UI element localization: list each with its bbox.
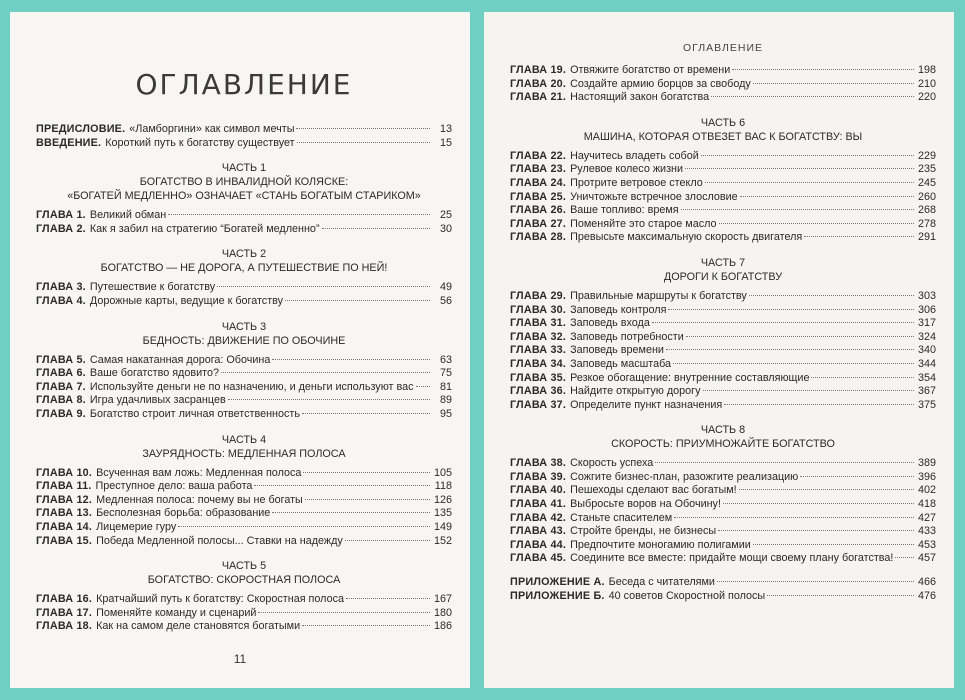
dot-leader bbox=[258, 612, 430, 613]
dot-leader bbox=[800, 476, 914, 477]
entry-page-number: 418 bbox=[917, 498, 936, 511]
dot-leader bbox=[895, 557, 914, 558]
entry-title: Преступное дело: ваша работа bbox=[95, 480, 253, 493]
entry-label: ГЛАВА 30. bbox=[510, 303, 567, 316]
dot-leader bbox=[719, 223, 914, 224]
entry-label: ГЛАВА 26. bbox=[510, 204, 567, 217]
entry-label: ГЛАВА 31. bbox=[510, 317, 567, 330]
entry-title: Выбросьте воров на Обочину! bbox=[570, 498, 721, 511]
entry-label: ГЛАВА 38. bbox=[510, 457, 567, 470]
entry-label: ГЛАВА 42. bbox=[510, 511, 567, 524]
part-number: ЧАСТЬ 1 bbox=[221, 162, 267, 175]
entry-label: ГЛАВА 25. bbox=[510, 190, 567, 203]
entry-title: Соедините все вместе: придайте мощи своему плану богатства! bbox=[570, 552, 894, 565]
entry-label: ГЛАВА 2. bbox=[36, 222, 86, 235]
dot-leader bbox=[703, 390, 915, 391]
entry-title: Уничтожьте встречное злословие bbox=[570, 190, 738, 203]
entry-title: Научитесь владеть собой bbox=[570, 149, 699, 162]
part-title: ДОРОГИ К БОГАТСТВУ bbox=[663, 270, 783, 283]
dot-leader bbox=[296, 128, 430, 129]
entry-title: Используйте деньги не по назначению, и деньги используют вас bbox=[89, 380, 414, 393]
entry-page-number: 49 bbox=[439, 281, 452, 294]
toc-entry bbox=[510, 290, 936, 304]
part-heading bbox=[36, 559, 452, 587]
entry-page-number: 389 bbox=[917, 457, 936, 470]
part-number: ЧАСТЬ 7 bbox=[700, 256, 746, 269]
running-header: ОГЛАВЛЕНИЕ bbox=[682, 42, 764, 54]
dot-leader bbox=[686, 336, 914, 337]
toc-entry bbox=[510, 539, 936, 553]
entry-page-number: 75 bbox=[439, 367, 452, 380]
entry-title: Создайте армию борцов за свободу bbox=[570, 77, 751, 90]
toc-entry bbox=[36, 137, 452, 151]
dot-leader bbox=[685, 168, 914, 169]
entry-label: ГЛАВА 11. bbox=[36, 480, 92, 493]
dot-leader bbox=[178, 526, 430, 527]
entry-title: Медленная полоса: почему вы не богаты bbox=[96, 493, 303, 506]
toc-entry bbox=[510, 150, 936, 164]
entry-title: Превысьте максимальную скорость двигателя bbox=[570, 231, 803, 244]
dot-leader bbox=[723, 503, 914, 504]
toc-entry bbox=[36, 281, 452, 295]
toc-entry bbox=[510, 512, 936, 526]
entry-page-number: 63 bbox=[439, 353, 452, 366]
part-title: БОГАТСТВО: СКОРОСТНАЯ ПОЛОСА bbox=[147, 574, 341, 587]
entry-title: Самая накатанная дорога: Обочина bbox=[89, 353, 271, 366]
part-4 bbox=[36, 433, 452, 549]
appendices-list bbox=[510, 576, 936, 603]
toc-entry bbox=[36, 394, 452, 408]
entry-page-number: 13 bbox=[439, 123, 452, 135]
entry-label: ГЛАВА 15. bbox=[36, 534, 93, 547]
entry-label: ГЛАВА 27. bbox=[510, 217, 567, 230]
entry-title: Бесполезная борьба: образование bbox=[96, 507, 271, 520]
dot-leader bbox=[718, 530, 914, 531]
dot-leader bbox=[717, 581, 914, 582]
entry-label: ГЛАВА 34. bbox=[510, 357, 567, 370]
dot-leader bbox=[753, 544, 914, 545]
toc-entry bbox=[36, 295, 452, 309]
entry-title: Поменяйте это старое масло bbox=[570, 217, 717, 230]
dot-leader bbox=[302, 625, 430, 626]
entry-title: Как на самом деле становятся богатыми bbox=[96, 620, 301, 633]
entry-page-number: 149 bbox=[433, 520, 452, 533]
entry-label: ГЛАВА 4. bbox=[36, 294, 86, 307]
toc-entry bbox=[36, 507, 452, 521]
entry-page-number: 340 bbox=[917, 344, 936, 357]
entry-title: Настоящий закон богатства bbox=[570, 91, 710, 104]
toc-entry bbox=[36, 209, 452, 223]
entry-page-number: 260 bbox=[917, 190, 936, 203]
dot-leader bbox=[168, 214, 430, 215]
entry-page-number: 245 bbox=[917, 176, 936, 189]
dot-leader bbox=[753, 83, 914, 84]
entry-page-number: 324 bbox=[917, 330, 936, 343]
toc-entry bbox=[510, 498, 936, 512]
entry-label: ПРИЛОЖЕНИЕ Б. bbox=[510, 589, 605, 602]
dot-leader bbox=[811, 377, 914, 378]
entry-label: ГЛАВА 24. bbox=[510, 176, 567, 189]
toc-entry bbox=[36, 223, 452, 237]
entry-page-number: 210 bbox=[917, 77, 936, 90]
entry-title: Ваше топливо: время bbox=[570, 204, 679, 217]
toc-entry bbox=[36, 467, 452, 481]
entry-title: Рулевое колесо жизни bbox=[570, 163, 684, 176]
dot-leader bbox=[767, 595, 914, 596]
part-2 bbox=[36, 247, 452, 308]
part-6 bbox=[510, 116, 936, 245]
toc-entry bbox=[36, 381, 452, 395]
dot-leader bbox=[674, 517, 914, 518]
toc-entry bbox=[510, 590, 936, 604]
entry-page-number: 453 bbox=[917, 538, 936, 551]
dot-leader bbox=[749, 295, 914, 296]
entry-label: ГЛАВА 35. bbox=[510, 371, 567, 384]
entry-page-number: 25 bbox=[439, 209, 452, 222]
dot-leader bbox=[305, 499, 430, 500]
entry-label: ГЛАВА 32. bbox=[510, 330, 567, 343]
dot-leader bbox=[272, 359, 430, 360]
entry-label: ГЛАВА 41. bbox=[510, 498, 567, 511]
part-title: ЗАУРЯДНОСТЬ: МЕДЛЕННАЯ ПОЛОСА bbox=[142, 447, 346, 460]
entry-label: ВВЕДЕНИЕ. bbox=[36, 136, 102, 149]
part-1 bbox=[36, 161, 452, 236]
entry-page-number: 235 bbox=[917, 163, 936, 176]
toc-entry bbox=[510, 91, 936, 105]
toc-entry bbox=[36, 480, 452, 494]
entry-title: Заповедь потребности bbox=[570, 330, 684, 343]
dot-leader bbox=[416, 386, 430, 387]
toc-entry bbox=[36, 123, 452, 137]
entry-label: ГЛАВА 39. bbox=[510, 470, 567, 483]
entry-page-number: 220 bbox=[917, 91, 936, 104]
toc-title: ОГЛАВЛЕНИЕ bbox=[135, 68, 353, 101]
entry-title: Заповедь входа bbox=[570, 317, 650, 330]
entry-label: ГЛАВА 9. bbox=[36, 407, 86, 420]
toc-entry bbox=[510, 231, 936, 245]
toc-entry bbox=[510, 399, 936, 413]
part-number: ЧАСТЬ 4 bbox=[221, 433, 267, 446]
entry-label: ГЛАВА 12. bbox=[36, 493, 93, 506]
entry-label: ГЛАВА 40. bbox=[510, 484, 567, 497]
part-number: ЧАСТЬ 2 bbox=[221, 248, 267, 261]
entry-label: ГЛАВА 36. bbox=[510, 385, 567, 398]
dot-leader bbox=[740, 196, 914, 197]
entry-label: ГЛАВА 45. bbox=[510, 552, 567, 565]
toc-entry bbox=[36, 408, 452, 422]
entry-page-number: 268 bbox=[917, 204, 936, 217]
toc-entry bbox=[510, 552, 936, 566]
toc-entry bbox=[510, 317, 936, 331]
entry-label: ГЛАВА 18. bbox=[36, 620, 93, 633]
entry-page-number: 476 bbox=[917, 589, 936, 602]
part-title: МАШИНА, КОТОРАЯ ОТВЕЗЕТ ВАС К БОГАТСТВУ: ВЫ bbox=[583, 130, 863, 143]
toc-entry bbox=[510, 163, 936, 177]
entry-page-number: 15 bbox=[439, 136, 452, 149]
entry-title: 40 советов Скоростной полосы bbox=[608, 589, 766, 602]
part-heading bbox=[510, 116, 936, 144]
entry-label: ГЛАВА 13. bbox=[36, 507, 93, 520]
toc-entry bbox=[510, 331, 936, 345]
left-page bbox=[10, 12, 470, 688]
entry-label: ГЛАВА 29. bbox=[510, 289, 567, 302]
part-title: БОГАТСТВО — НЕ ДОРОГА, А ПУТЕШЕСТВИЕ ПО НЕЙ! bbox=[100, 262, 388, 275]
toc-entry bbox=[510, 358, 936, 372]
entry-title: Пешеходы сделают вас богатым! bbox=[570, 484, 737, 497]
toc-entry bbox=[510, 576, 936, 590]
dot-leader bbox=[302, 413, 430, 414]
dot-leader bbox=[272, 512, 430, 513]
toc-entry bbox=[36, 354, 452, 368]
entry-page-number: 89 bbox=[439, 394, 452, 407]
entry-page-number: 95 bbox=[439, 407, 452, 420]
dot-leader bbox=[346, 598, 430, 599]
part-8 bbox=[510, 423, 936, 566]
entry-label: ГЛАВА 5. bbox=[36, 353, 86, 366]
entry-title: Ваше богатство ядовито? bbox=[89, 367, 219, 380]
part-number: ЧАСТЬ 8 bbox=[700, 424, 746, 437]
dot-leader bbox=[303, 472, 430, 473]
part-title: «БОГАТЕЙ МЕДЛЕННО» ОЗНАЧАЕТ «СТАНЬ БОГАТЫМ СТАРИКОМ» bbox=[67, 190, 421, 203]
entry-title: Резкое обогащение: внутренние составляющие bbox=[570, 371, 810, 384]
entry-title: Определите пункт назначения bbox=[570, 398, 723, 411]
part-heading bbox=[510, 423, 936, 451]
entry-title: Великий обман bbox=[89, 209, 167, 222]
toc-entry bbox=[36, 593, 452, 607]
entry-title: Станьте спасителем bbox=[570, 511, 673, 524]
part-title: БОГАТСТВО В ИНВАЛИДНОЙ КОЛЯСКЕ: bbox=[139, 176, 349, 189]
entry-title: Всученная вам ложь: Медленная полоса bbox=[96, 466, 302, 479]
part-heading bbox=[510, 256, 936, 284]
entry-title: Правильные маршруты к богатству bbox=[570, 289, 747, 302]
entry-label: ГЛАВА 19. bbox=[510, 64, 567, 76]
toc-entry bbox=[36, 607, 452, 621]
entry-title: Отвяжите богатство от времени bbox=[570, 64, 731, 76]
dot-leader bbox=[711, 96, 914, 97]
entry-title: Лицемерие гуру bbox=[96, 520, 177, 533]
entry-page-number: 291 bbox=[917, 231, 936, 244]
entry-label: ГЛАВА 33. bbox=[510, 344, 567, 357]
dot-leader bbox=[701, 155, 914, 156]
toc-entry bbox=[36, 494, 452, 508]
entry-label: ПРИЛОЖЕНИЕ А. bbox=[510, 576, 605, 589]
dot-leader bbox=[681, 209, 914, 210]
entry-title: Сожгите бизнес-план, разожгите реализацию bbox=[570, 470, 799, 483]
part-title: БЕДНОСТЬ: ДВИЖЕНИЕ ПО ОБОЧИНЕ bbox=[142, 334, 346, 347]
toc-entry bbox=[36, 521, 452, 535]
entry-page-number: 81 bbox=[439, 380, 452, 393]
entry-title: Игра удачливых засранцев bbox=[89, 394, 226, 407]
entry-page-number: 396 bbox=[917, 470, 936, 483]
entry-label: ГЛАВА 44. bbox=[510, 538, 567, 551]
entry-page-number: 118 bbox=[434, 480, 452, 493]
toc-entry bbox=[510, 177, 936, 191]
entry-label: ГЛАВА 23. bbox=[510, 163, 567, 176]
entry-page-number: 30 bbox=[439, 222, 452, 235]
entry-label: ГЛАВА 43. bbox=[510, 525, 567, 538]
entry-page-number: 186 bbox=[433, 620, 452, 633]
entry-label: ГЛАВА 7. bbox=[36, 380, 86, 393]
toc-entry bbox=[510, 484, 936, 498]
toc-entry bbox=[36, 367, 452, 381]
toc-entry bbox=[510, 471, 936, 485]
entry-page-number: 402 bbox=[917, 484, 936, 497]
part-heading bbox=[36, 161, 452, 203]
dot-leader bbox=[739, 489, 914, 490]
toc-entry bbox=[510, 344, 936, 358]
dot-leader bbox=[655, 462, 914, 463]
entry-title: Как я забил на стратегию “Богатей медленно” bbox=[89, 222, 320, 235]
part-7 bbox=[510, 256, 936, 412]
part-5 bbox=[36, 559, 452, 634]
toc-entry bbox=[510, 525, 936, 539]
part-heading bbox=[36, 320, 452, 348]
toc-entry bbox=[510, 204, 936, 218]
continued-chapters bbox=[510, 64, 936, 105]
entry-title: Заповедь контроля bbox=[570, 303, 667, 316]
entry-title: Беседа с читателями bbox=[608, 576, 715, 589]
entry-label: ГЛАВА 3. bbox=[36, 281, 86, 294]
entry-label: ПРЕДИСЛОВИЕ. bbox=[36, 123, 126, 135]
entry-title: Заповедь времени bbox=[570, 344, 664, 357]
entry-title: Поменяйте команду и сценарий bbox=[96, 606, 257, 619]
entry-label: ГЛАВА 10. bbox=[36, 466, 93, 479]
entry-page-number: 126 bbox=[433, 493, 452, 506]
intro-list bbox=[36, 123, 452, 150]
entry-title: Протрите ветровое стекло bbox=[570, 176, 703, 189]
toc-entry bbox=[510, 304, 936, 318]
entry-label: ГЛАВА 14. bbox=[36, 520, 93, 533]
entry-title: «Ламборгини» как символ мечты bbox=[129, 123, 295, 135]
entry-label: ГЛАВА 17. bbox=[36, 606, 93, 619]
dot-leader bbox=[221, 372, 430, 373]
toc-entry bbox=[510, 64, 936, 78]
entry-page-number: 457 bbox=[917, 552, 936, 565]
entry-page-number: 167 bbox=[433, 593, 452, 606]
entry-page-number: 229 bbox=[917, 149, 936, 162]
entry-page-number: 152 bbox=[433, 534, 452, 547]
dot-leader bbox=[705, 182, 914, 183]
entry-title: Предпочтите моногамию полигамии bbox=[570, 538, 751, 551]
part-title: СКОРОСТЬ: ПРИУМНОЖАЙТЕ БОГАТСТВО bbox=[611, 438, 835, 451]
entry-title: Кратчайший путь к богатству: Скоростная полоса bbox=[96, 593, 345, 606]
part-number: ЧАСТЬ 3 bbox=[221, 320, 267, 333]
entry-title: Богатство строит личная ответственность bbox=[89, 407, 300, 420]
right-page bbox=[484, 12, 954, 688]
entry-page-number: 198 bbox=[917, 64, 936, 76]
entry-label: ГЛАВА 37. bbox=[510, 398, 567, 411]
page-number: 11 bbox=[233, 652, 247, 666]
entry-page-number: 354 bbox=[917, 371, 936, 384]
dot-leader bbox=[724, 404, 914, 405]
entry-label: ГЛАВА 6. bbox=[36, 367, 86, 380]
part-3 bbox=[36, 320, 452, 422]
entry-label: ГЛАВА 16. bbox=[36, 593, 93, 606]
entry-page-number: 135 bbox=[433, 507, 452, 520]
entry-page-number: 317 bbox=[917, 317, 936, 330]
dot-leader bbox=[228, 399, 430, 400]
dot-leader bbox=[345, 540, 430, 541]
entry-title: Заповедь масштаба bbox=[570, 357, 672, 370]
part-heading bbox=[36, 247, 452, 275]
dot-leader bbox=[668, 309, 914, 310]
entry-page-number: 427 bbox=[917, 511, 936, 524]
dot-leader bbox=[217, 286, 430, 287]
entry-label: ГЛАВА 28. bbox=[510, 231, 567, 244]
entry-title: Путешествие к богатству bbox=[89, 281, 216, 294]
entry-label: ГЛАВА 22. bbox=[510, 149, 567, 162]
dot-leader bbox=[666, 349, 914, 350]
entry-label: ГЛАВА 20. bbox=[510, 77, 567, 90]
dot-leader bbox=[732, 69, 914, 70]
toc-entry bbox=[510, 457, 936, 471]
entry-title: Найдите открытую дорогу bbox=[570, 385, 701, 398]
entry-page-number: 180 bbox=[433, 606, 452, 619]
toc-entry bbox=[510, 78, 936, 92]
entry-page-number: 375 bbox=[917, 398, 936, 411]
entry-title: Стройте бренды, не бизнесы bbox=[570, 525, 717, 538]
dot-leader bbox=[652, 322, 914, 323]
dot-leader bbox=[673, 363, 914, 364]
toc-entry bbox=[510, 191, 936, 205]
toc-entry bbox=[36, 620, 452, 634]
entry-title: Дорожные карты, ведущие к богатству bbox=[89, 294, 284, 307]
dot-leader bbox=[254, 485, 430, 486]
entry-title: Скорость успеха bbox=[570, 457, 654, 470]
toc-entry bbox=[510, 218, 936, 232]
entry-page-number: 303 bbox=[917, 289, 936, 302]
dot-leader bbox=[322, 228, 430, 229]
entry-label: ГЛАВА 1. bbox=[36, 209, 86, 222]
part-number: ЧАСТЬ 5 bbox=[221, 560, 267, 573]
entry-page-number: 433 bbox=[917, 525, 936, 538]
dot-leader bbox=[285, 300, 430, 301]
entry-page-number: 306 bbox=[917, 303, 936, 316]
part-number: ЧАСТЬ 6 bbox=[700, 116, 746, 129]
entry-page-number: 278 bbox=[917, 217, 936, 230]
entry-label: ГЛАВА 8. bbox=[36, 394, 86, 407]
entry-title: Короткий путь к богатству существует bbox=[105, 136, 295, 149]
entry-label: ГЛАВА 21. bbox=[510, 91, 567, 104]
entry-page-number: 367 bbox=[917, 385, 936, 398]
entry-title: Победа Медленной полосы... Ставки на надежду bbox=[96, 534, 343, 547]
entry-page-number: 56 bbox=[439, 294, 452, 307]
dot-leader bbox=[297, 142, 430, 143]
toc-entry bbox=[510, 385, 936, 399]
dot-leader bbox=[804, 236, 914, 237]
toc-entry bbox=[510, 372, 936, 386]
part-heading bbox=[36, 433, 452, 461]
entry-page-number: 466 bbox=[917, 576, 936, 589]
toc-entry bbox=[36, 535, 452, 549]
entry-page-number: 105 bbox=[433, 466, 452, 479]
entry-page-number: 344 bbox=[917, 357, 936, 370]
